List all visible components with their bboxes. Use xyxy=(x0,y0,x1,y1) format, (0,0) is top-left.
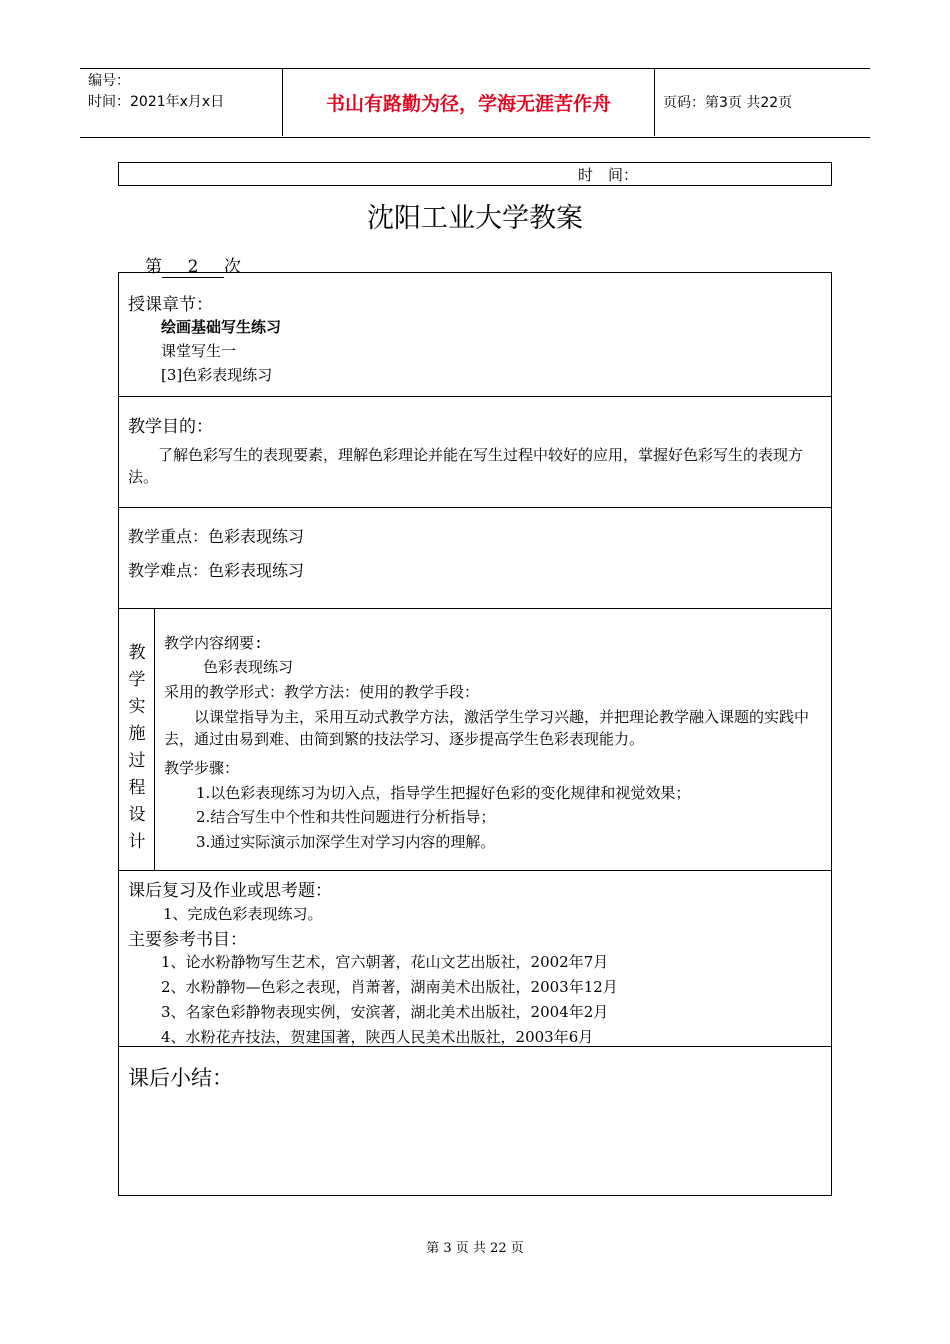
references-label: 主要参考书目： xyxy=(128,930,247,950)
side-char: 学 xyxy=(128,670,146,690)
row-divider xyxy=(118,396,832,397)
homework-item: 1、完成色彩表现练习。 xyxy=(163,905,323,923)
method-label: 采用的教学形式：教学方法：使用的教学手段： xyxy=(164,683,480,701)
side-char: 过 xyxy=(128,751,146,771)
chapter-subtitle: 课堂写生一 xyxy=(161,342,237,360)
key-point-value: 色彩表现练习 xyxy=(208,527,305,546)
time-box xyxy=(118,162,832,186)
key-point xyxy=(128,524,304,547)
document-title: 沈阳工业大学教案 xyxy=(367,203,583,234)
process-side-label xyxy=(122,640,152,856)
side-char: 程 xyxy=(128,778,146,798)
summary-label: 课后小结： xyxy=(128,1066,233,1090)
outline-label: 教学内容纲要: xyxy=(164,634,264,652)
page-footer: 第 3 页 共 22 页 xyxy=(426,1241,524,1256)
reference-item: 3、名家色彩静物表现实例，安滨著，湖北美术出版社，2004年2月 xyxy=(161,1003,609,1021)
side-char: 实 xyxy=(128,697,146,717)
side-char: 计 xyxy=(128,832,146,852)
row-divider xyxy=(118,507,832,508)
steps-label: 教学步骤： xyxy=(164,759,240,777)
outline-item: 色彩表现练习 xyxy=(203,658,294,676)
row-divider xyxy=(118,870,832,871)
row-divider xyxy=(118,608,832,609)
difficult-point-label: 教学难点： xyxy=(128,561,209,580)
header-left-cell xyxy=(80,68,283,136)
reference-item: 1、论水粉静物写生艺术，宫六朝著，花山文艺出版社，2002年7月 xyxy=(161,953,609,971)
side-char: 教 xyxy=(128,643,146,663)
method-text: 以课堂指导为主，采用互动式教学方法，激活学生学习兴趣，并把理论教学融入课题的实践中去，通过由易到难、由简到繁的技法学习、逐步提高学生色彩表现能力。 xyxy=(164,708,810,748)
chapter-section: [3]色彩表现练习 xyxy=(161,366,273,384)
objective-label: 教学目的： xyxy=(128,417,213,437)
chapter-label: 授课章节： xyxy=(128,295,213,315)
page-info: 页码：第3页 共22页 xyxy=(663,95,793,111)
time-label: 时 间： xyxy=(578,166,639,184)
motto: 书山有路勤为径，学海无涯苦作舟 xyxy=(283,68,655,136)
number-label: 编号： xyxy=(88,73,130,89)
key-point-label: 教学重点： xyxy=(128,527,209,546)
side-char: 施 xyxy=(128,724,146,744)
lesson-number-value: 2 xyxy=(162,257,224,278)
reference-item: 2、水粉静物—色彩之表现，肖萧著，湖南美术出版社，2003年12月 xyxy=(161,978,618,996)
step-item: 3.通过实际演示加深学生对学习内容的理解。 xyxy=(196,833,496,851)
chapter-title: 绘画基础写生练习 xyxy=(161,318,282,336)
homework-label: 课后复习及作业或思考题： xyxy=(128,881,332,901)
date-line: 时间：2021年x月x日 xyxy=(88,94,225,110)
step-item: 1.以色彩表现练习为切入点，指导学生把握好色彩的变化规律和视觉效果； xyxy=(196,784,691,802)
difficult-point xyxy=(128,558,304,581)
side-char: 设 xyxy=(128,805,146,825)
reference-item: 4、水粉花卉技法，贺建国著，陕西人民美术出版社，2003年6月 xyxy=(161,1028,594,1046)
objective-text: 了解色彩写生的表现要素，理解色彩理论并能在写生过程中较好的应用，掌握好色彩写生的表现方法。 xyxy=(128,446,804,486)
step-item: 2.结合写生中个性和共性问题进行分析指导； xyxy=(196,808,496,826)
column-divider xyxy=(154,608,155,870)
lesson-suffix: 次 xyxy=(224,257,241,277)
lesson-prefix: 第 xyxy=(145,257,162,277)
difficult-point-value: 色彩表现练习 xyxy=(208,561,305,580)
